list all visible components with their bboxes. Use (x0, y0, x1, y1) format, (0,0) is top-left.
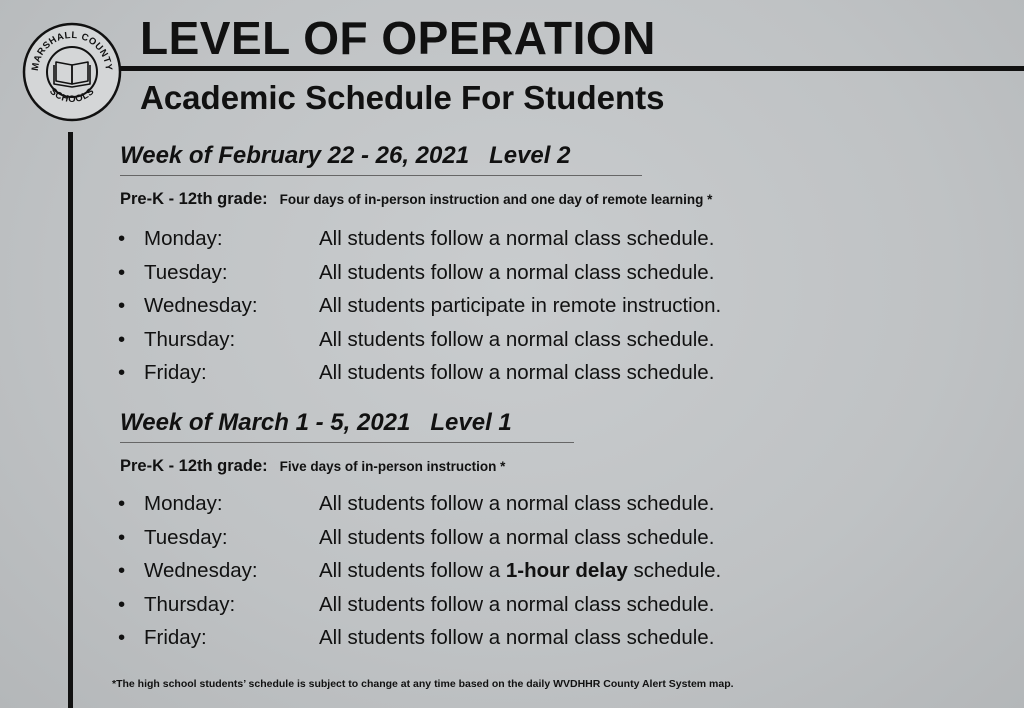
grade-line (120, 188, 712, 211)
bullet: • (118, 626, 126, 649)
bullet: • (118, 592, 126, 616)
schedule-text: All students follow a normal class schedule. (319, 327, 715, 351)
bullet: • (118, 227, 126, 250)
day-name: Tuesday: (144, 260, 228, 284)
list-item (118, 222, 721, 256)
schedule-text: All students follow a normal class schedule. (319, 592, 715, 616)
list-item (118, 621, 721, 655)
bullet: • (118, 559, 126, 582)
schedule-text: All students follow a (319, 559, 506, 582)
day-name: Tuesday: (144, 525, 228, 549)
day-name: Thursday: (144, 327, 236, 351)
list-item (118, 521, 721, 555)
schedule-text: All students follow a normal class schedule. (319, 361, 715, 384)
day-list (118, 487, 721, 655)
bullet: • (118, 492, 126, 515)
page-title: LEVEL OF OPERATION (140, 12, 656, 64)
day-name: Friday: (144, 361, 207, 384)
schedule-text: All students follow a normal class schedule. (319, 492, 715, 515)
page-subtitle: Academic Schedule For Students (140, 79, 665, 116)
schedule-highlight: 1-hour delay (505, 559, 628, 582)
bullet: • (118, 525, 126, 549)
bullet: • (118, 361, 126, 384)
day-name: Friday: (144, 626, 207, 649)
list-item (118, 588, 721, 622)
bullet: • (118, 327, 126, 351)
week-label: Week of March 1 - 5, 2021 (120, 409, 411, 436)
day-name: Monday: (144, 227, 223, 250)
list-item (118, 256, 721, 290)
day-name: Monday: (144, 492, 223, 515)
week-rule (120, 442, 574, 443)
schedule-text: All students follow a normal class schedule. (319, 227, 715, 250)
bullet: • (118, 294, 126, 317)
grade-line (120, 455, 505, 478)
week-heading (120, 408, 512, 438)
schedule-text: All students follow a normal class schedule. (319, 260, 715, 284)
schedule-text: All students follow a normal class schedule. (319, 626, 715, 649)
day-name: Wednesday: (144, 294, 258, 317)
side-rule (68, 132, 73, 708)
list-item (118, 356, 721, 390)
bullet: • (118, 260, 126, 284)
title-rule (120, 66, 1024, 71)
schedule-text: All students follow a normal class schedule. (319, 525, 715, 549)
level-label: Level 2 (489, 142, 571, 169)
list-item (118, 487, 721, 521)
school-logo (22, 22, 122, 122)
week-rule (120, 175, 642, 176)
schedule-text: All students participate in remote instruction. (319, 294, 722, 317)
grade-description: Five days of in-person instruction * (279, 459, 506, 474)
footnote: *The high school students’ schedule is subject to change at any time based on the daily WVDHHR County Alert System map. (112, 678, 734, 690)
list-item (118, 289, 721, 323)
day-name: Thursday: (144, 592, 236, 616)
grade-label: Pre-K - 12th grade: (120, 190, 268, 208)
logo-text-bottom: SCHOOLS (47, 85, 97, 106)
week-label: Week of February 22 - 26, 2021 (120, 142, 470, 169)
level-label: Level 1 (430, 409, 512, 436)
day-name: Wednesday: (144, 559, 258, 582)
list-item (118, 554, 721, 588)
day-list (118, 222, 721, 390)
grade-label: Pre-K - 12th grade: (120, 457, 268, 475)
week-heading (120, 141, 570, 171)
logo-text-top: MARSHALL COUNTY (29, 29, 115, 72)
grade-description: Four days of in-person instruction and one day of remote learning * (279, 192, 713, 207)
schedule-text-end: schedule. (627, 559, 722, 582)
list-item (118, 323, 721, 357)
